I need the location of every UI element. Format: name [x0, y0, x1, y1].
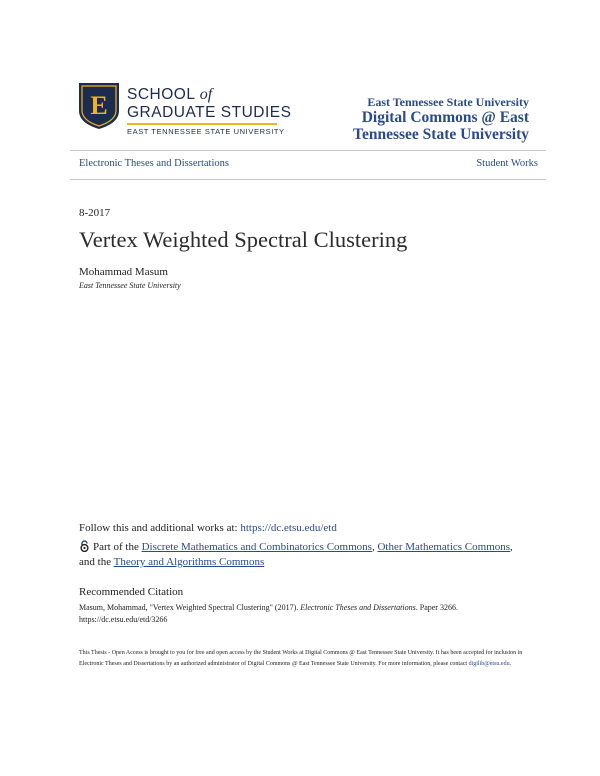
logo-graduate-studies: GRADUATE STUDIES	[127, 104, 292, 121]
university-name: East Tennessee State University	[367, 95, 529, 109]
repository-header	[353, 95, 529, 143]
citation-text: Masum, Mohammad, "Vertex Weighted Spectral Clustering" (2017). Electronic Theses and Dissertations. Paper 3266. https://dc.etsu.edu/etd/3266	[79, 603, 458, 624]
author-name: Mohammad Masum	[79, 266, 168, 278]
etsu-shield-icon	[79, 83, 119, 129]
svg-text:E: E	[90, 91, 108, 120]
theory-algorithms-commons-link[interactable]: Theory and Algorithms Commons	[113, 556, 265, 568]
discrete-math-commons-link[interactable]: Discrete Mathematics and Combinatorics Commons	[141, 541, 372, 553]
publication-date: 8-2017	[79, 207, 111, 219]
logo-gold-rule	[127, 123, 277, 125]
etd-url-link[interactable]: https://dc.etsu.edu/etd	[240, 522, 337, 534]
logo-school-of: SCHOOL of	[127, 86, 213, 103]
other-math-commons-link[interactable]: Other Mathematics Commons	[377, 541, 511, 553]
citation-url[interactable]: https://dc.etsu.edu/etd/3266	[79, 615, 168, 624]
author-affiliation: East Tennessee State University	[79, 281, 181, 290]
paper-title: Vertex Weighted Spectral Clustering	[79, 227, 408, 252]
school-of-graduate-studies-logo	[79, 83, 292, 139]
top-divider	[70, 150, 546, 151]
access-notice: This Thesis - Open Access is brought to you for free and open access by the Student Works at Digital Commons @ East Tennessee State University. It has been accepted for inclusion in Electronic Theses and Dissertations by an authorized administrator of Digital Commons @ East Tennessee State University. For more information, please contact digilib@etsu.edu.	[79, 650, 523, 667]
part-of-commons: Part of the Discrete Mathematics and Combinatorics Commons, Other Mathematics Commons, and the Theory and Algorithms Commons	[79, 541, 513, 568]
follow-line: Follow this and additional works at: https://dc.etsu.edu/etd	[79, 522, 337, 534]
open-access-icon	[79, 540, 90, 552]
contact-email-link[interactable]: digilib@etsu.edu	[468, 660, 510, 667]
student-works-link[interactable]: Student Works	[476, 158, 538, 169]
collection-link[interactable]: Electronic Theses and Dissertations	[79, 158, 229, 169]
repository-name-line2: Tennessee State University	[353, 126, 529, 143]
logo-university-name: EAST TENNESSEE STATE UNIVERSITY	[127, 127, 285, 136]
repository-name-line1: Digital Commons @ East	[361, 109, 529, 126]
citation-heading: Recommended Citation	[79, 586, 184, 598]
nav-divider	[70, 179, 546, 180]
